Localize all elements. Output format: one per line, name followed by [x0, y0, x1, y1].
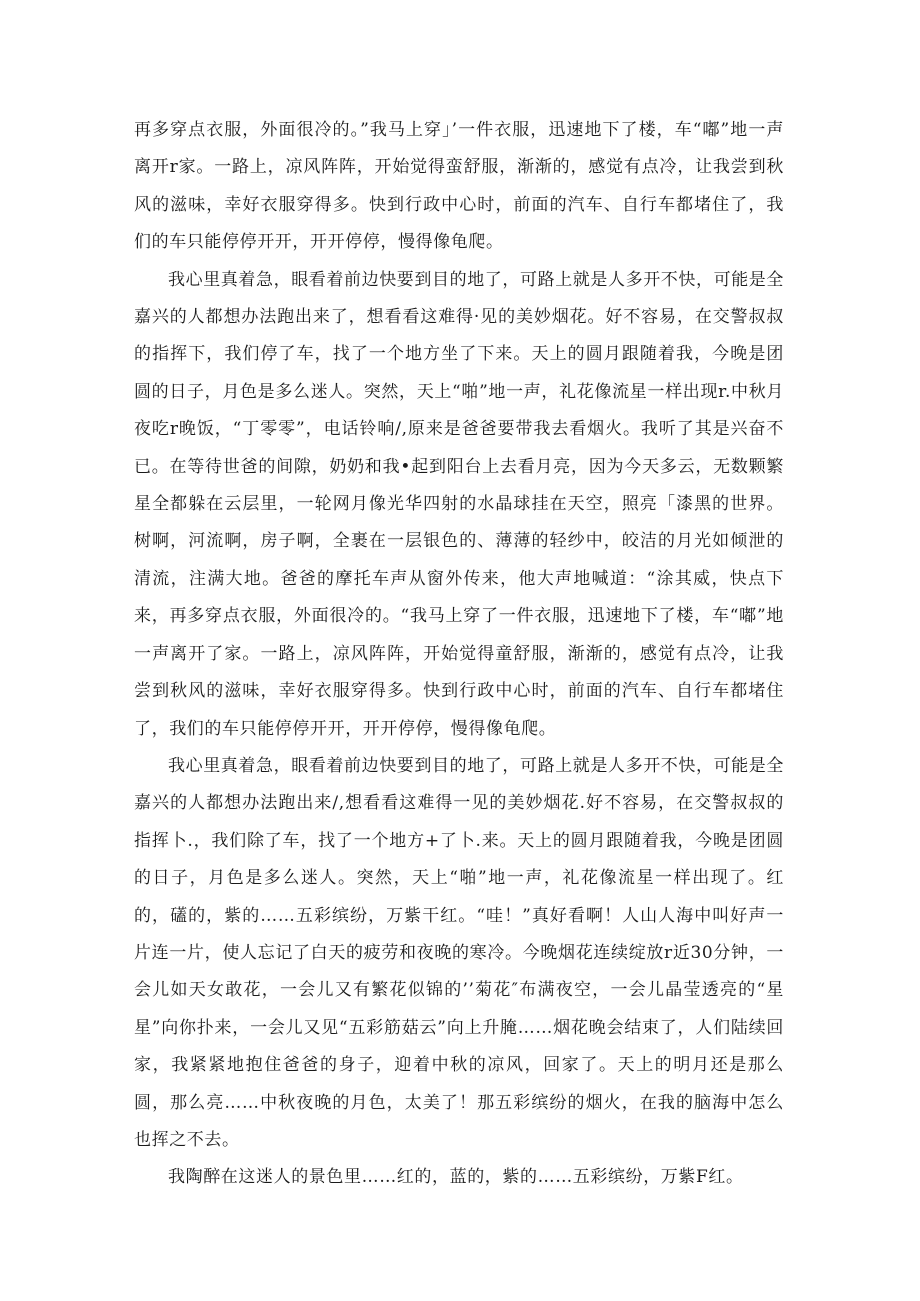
- paragraph-2: 我心里真着急，眼看着前边快要到目的地了，可路上就是人多开不快，可能是全嘉兴的人都想办法跑出来了，想看看这难得·见的美妙烟花。好不容易，在交警叔叔的指挥下，我们停了车，找了一个地方坐了下来。天上的圆月跟随着我，今晚是团圆的日子，月色是多么迷人。突然，天上“啪”地一声，礼花像流星一样出现r.中秋月夜吃r晚饭，“丁零零”，电话铃响/,原来是爸爸要带我去看烟火。我听了其是兴奋不已。在等待世爸的间隙，奶奶和我•起到阳台上去看月亮，因为今天多云，无数颗繁星全都躲在云层里，一轮网月像光华四射的水晶球挂在天空，照亮「漆黑的世界。树啊，河流啊，房子啊，全裹在一层银色的、薄薄的轻纱中，皎洁的月光如倾泄的清流，注满大地。爸爸的摩托车声从窗外传来，他大声地喊道：“涂其威，快点下来，再多穿点衣服，外面很冷的。“我马上穿了一件衣服，迅速地下了楼，车“嘟”地一声离开了家。一路上，凉风阵阵，开始觉得童舒服，渐渐的，感觉有点冷，让我尝到秋风的滋味，幸好衣服穿得多。快到行政中心时，前面的汽车、自行车都堵住了，我们的车只能停停开开，开开停停，慢得像龟爬。: [134, 269, 784, 739]
- paragraph-3: 我心里真着急，眼看着前边快要到目的地了，可路上就是人多开不快，可能是全嘉兴的人都想办法跑出来/,想看看这难得一见的美妙烟花.好不容易，在交警叔叔的指挥卜.，我们除了车，找了一个地方+了卜.来。天上的圆月跟随着我，今晚是团圆的日子，月色是多么迷人。突然，天上“啪”地一声，礼花像流星一样出现了。红的，礚的，紫的……五彩缤纷，万紫干红。“哇！”真好看啊！人山人海中叫好声一片连一片，使人忘记了白天的疲劳和夜晚的寒冷。今晚烟花连续绽放r近30分钟，一会儿如天女敢花，一会儿又有繁花似锦的’’菊花″布满夜空，一会儿晶莹透亮的“星星”向你扑来，一会儿又见“五彩筋菇云”向上升腌……烟花晚会结束了，人们陆续回家，我紧紧地抱住爸爸的身子，迎着中秋的凉风，回家了。天上的明月还是那么圆，那么亮……中秋夜晚的月色，太美了！那五彩缤纷的烟火，在我的脑海中怎么也挥之不去。: [134, 755, 784, 1150]
- paragraph-1: 再多穿点衣服，外面很冷的。”我马上穿」’一件衣服，迅速地下了楼，车“嘟”地一声离开r家。一路上，凉风阵阵，开始觉得蛮舒服，渐渐的，感觉有点冷，让我尝到秋风的滋味，幸好衣服穿得多。快到行政中心时，前面的汽车、自行车都堵住了，我们的车只能停停开开，开开停停，慢得像龟爬。: [134, 120, 784, 253]
- essay-body: [134, 112, 784, 1197]
- paragraph-4: 我陶醉在这迷人的景色里……红的，蓝的，紫的……五彩缤纷，万紫F红。: [168, 1167, 744, 1188]
